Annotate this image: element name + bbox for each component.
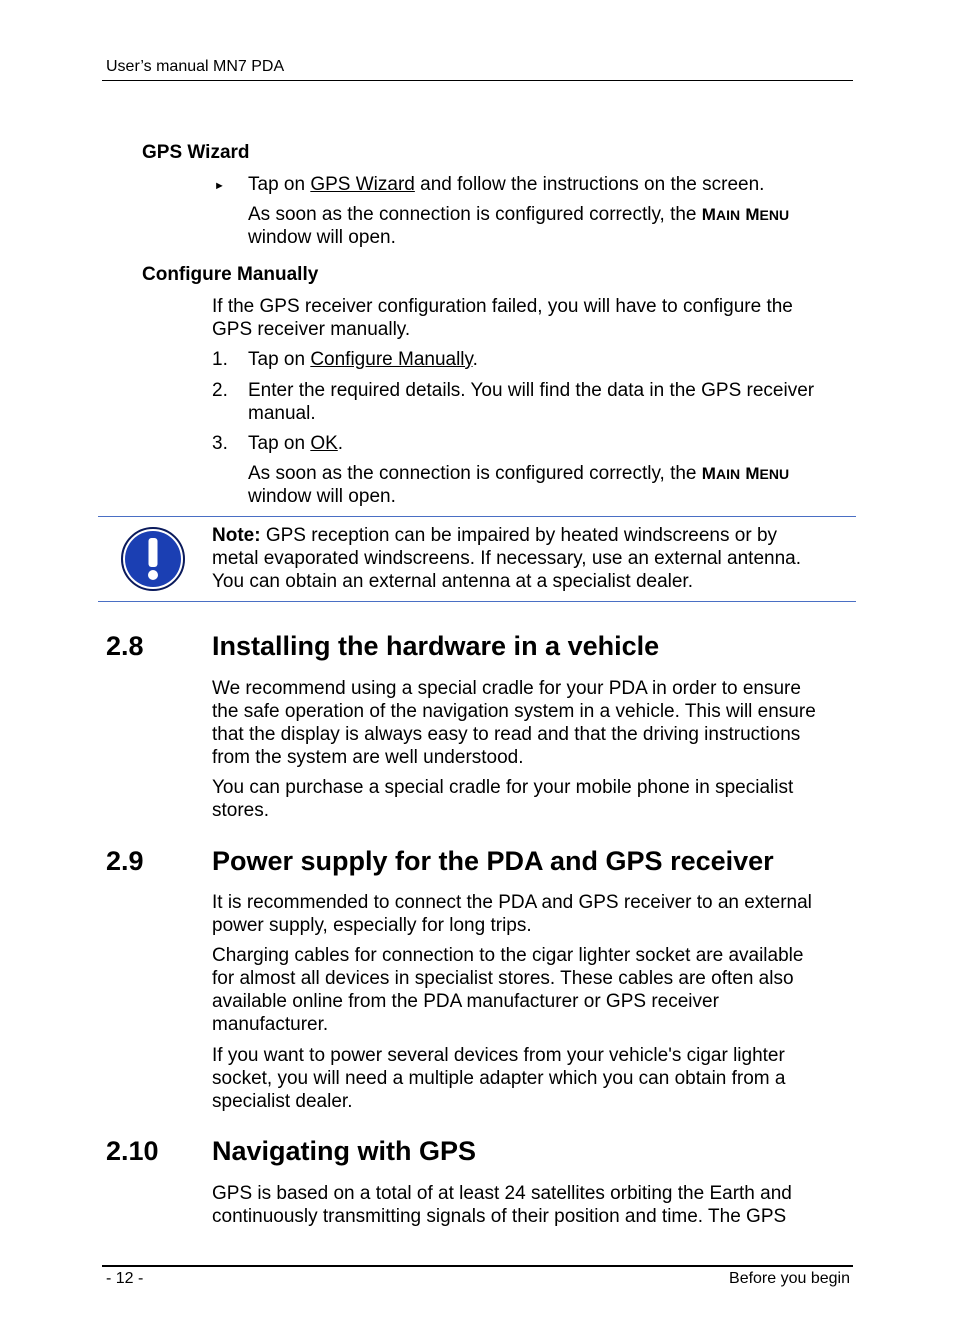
- running-header: User’s manual MN7 PDA: [106, 58, 285, 75]
- note-line3: You can obtain an external antenna at a specialist dealer.: [212, 571, 693, 592]
- step-3-number: 3.: [212, 433, 228, 454]
- step-2-number: 2.: [212, 380, 228, 401]
- configure-result: As soon as the connection is configured correctly, the MAIN MENU: [248, 463, 790, 484]
- section-2-8-title: Installing the hardware in a vehicle: [212, 631, 660, 661]
- section-2-8-p1-line1: We recommend using a special cradle for your PDA in order to ensure: [212, 678, 801, 699]
- configure-intro-line1: If the GPS receiver configuration failed, you will have to configure the: [212, 296, 793, 317]
- section-2-8-p1-line2: the safe operation of the navigation system in a vehicle. This will ensure: [212, 701, 816, 722]
- section-2-9-number: 2.9: [106, 846, 144, 876]
- gps-wizard-heading: GPS Wizard: [142, 142, 250, 163]
- section-2-9-p3-line3: specialist dealer.: [212, 1091, 353, 1112]
- section-2-9-p2-line2: for almost all devices in specialist stores. These cables are often also: [212, 968, 794, 989]
- note-line2: metal evaporated windscreens. If necessary, use an external antenna.: [212, 548, 801, 569]
- section-2-9-p1-line2: power supply, especially for long trips.: [212, 915, 532, 936]
- step-2-line2: manual.: [248, 403, 316, 424]
- section-2-9-p1-line1: It is recommended to connect the PDA and GPS receiver to an external: [212, 892, 812, 913]
- section-2-10-p1-line1: GPS is based on a total of at least 24 satellites orbiting the Earth and: [212, 1183, 792, 1204]
- section-2-9-p2-line3: available online from the PDA manufacturer or GPS receiver: [212, 991, 719, 1012]
- section-2-9-p2-line4: manufacturer.: [212, 1014, 329, 1035]
- section-2-10-title: Navigating with GPS: [212, 1136, 477, 1166]
- gps-wizard-link[interactable]: GPS Wizard: [310, 174, 415, 195]
- gps-wizard-result: As soon as the connection is configured correctly, the MAIN MENU: [248, 204, 790, 225]
- section-2-9-p2-line1: Charging cables for connection to the cigar lighter socket are available: [212, 945, 804, 966]
- gps-wizard-step: Tap on GPS Wizard and follow the instructions on the screen.: [248, 174, 765, 195]
- section-2-9-p3-line2: socket, you will need a multiple adapter which you can obtain from a: [212, 1068, 786, 1089]
- header-rule: [102, 80, 853, 81]
- section-2-8-p1-line4: from the system are well understood.: [212, 747, 524, 768]
- section-2-8-p2-line2: stores.: [212, 800, 270, 821]
- footer-rule: [102, 1265, 853, 1267]
- section-2-8-p1-line3: that the display is always easy to read and that the driving instructions: [212, 724, 801, 745]
- section-2-10-number: 2.10: [106, 1136, 159, 1166]
- ok-link[interactable]: OK: [310, 433, 338, 454]
- step-2-line1: Enter the required details. You will find the data in the GPS receiver: [248, 380, 815, 401]
- configure-manually-link[interactable]: Configure Manually: [310, 349, 473, 370]
- note-bottom-rule: [98, 601, 856, 602]
- note-top-rule: [98, 516, 856, 517]
- configure-result-line2: window will open.: [248, 486, 396, 507]
- step-1: Tap on Configure Manually.: [248, 349, 478, 370]
- triangle-bullet-icon: ►: [214, 180, 225, 192]
- step-1-number: 1.: [212, 349, 228, 370]
- gps-wizard-result-line2: window will open.: [248, 227, 396, 248]
- section-2-9-p3-line1: If you want to power several devices from your vehicle's cigar lighter: [212, 1045, 785, 1066]
- page-number: - 12 -: [106, 1270, 144, 1287]
- step-3: Tap on OK.: [248, 433, 344, 454]
- section-2-9-title: Power supply for the PDA and GPS receiver: [212, 846, 774, 876]
- section-2-8-p2-line1: You can purchase a special cradle for your mobile phone in specialist: [212, 777, 794, 798]
- exclamation-icon: [120, 526, 186, 592]
- note-label: Note:: [212, 525, 261, 546]
- chapter-name: Before you begin: [729, 1270, 850, 1287]
- section-2-10-p1-line2: continuously transmitting signals of their position and time. The GPS: [212, 1206, 787, 1227]
- configure-intro-line2: GPS receiver manually.: [212, 319, 411, 340]
- section-2-8-number: 2.8: [106, 631, 144, 661]
- configure-manually-heading: Configure Manually: [142, 264, 319, 285]
- note-line1: Note: GPS reception can be impaired by heated windscreens or by: [212, 525, 778, 546]
